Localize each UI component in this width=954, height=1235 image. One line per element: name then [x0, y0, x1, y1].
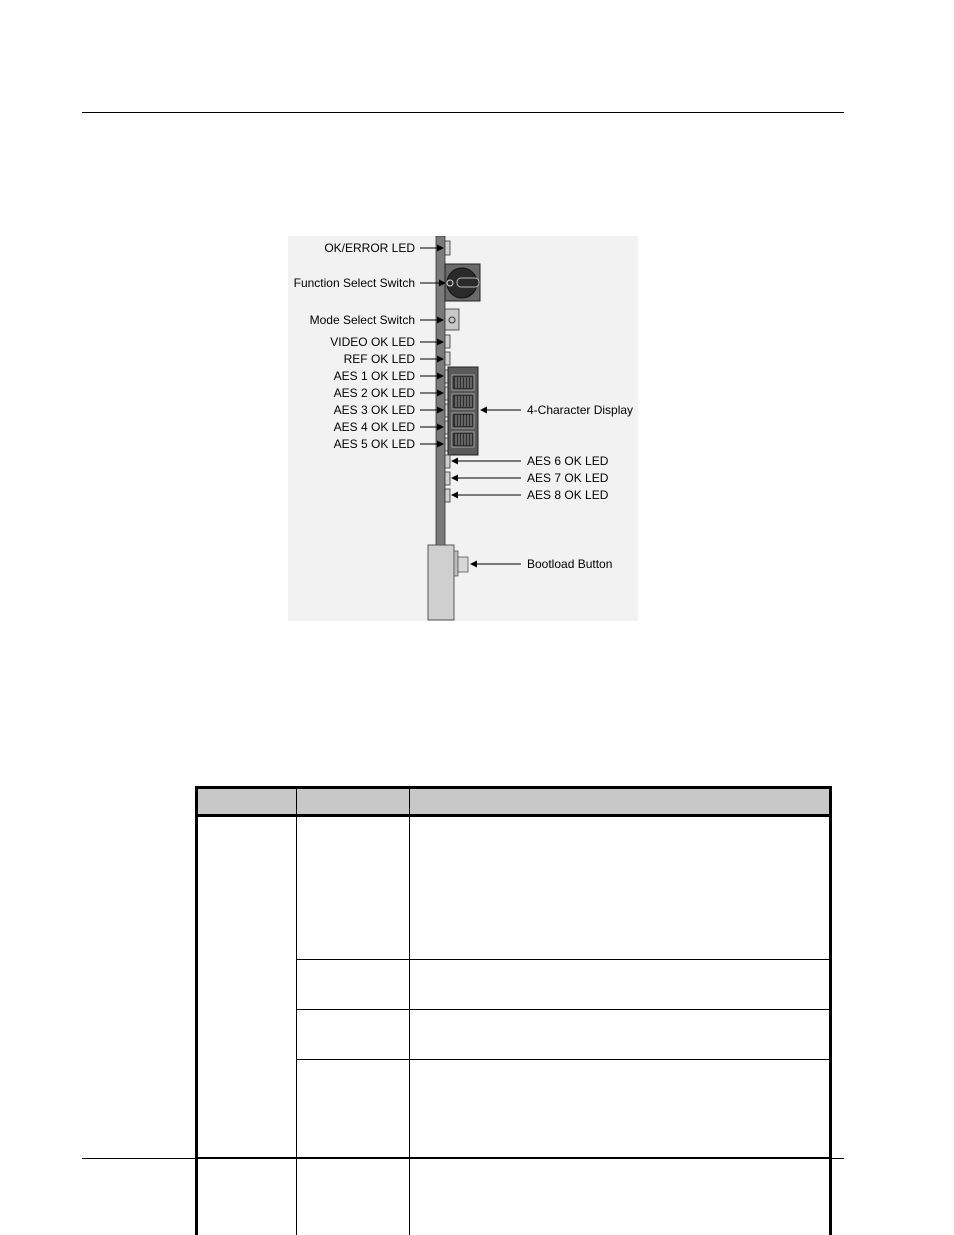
label-ref-ok-led: REF OK LED	[343, 352, 415, 366]
label-aes-6-ok-led: AES 6 OK LED	[527, 454, 609, 468]
header-divider-2	[409, 786, 410, 817]
left-label-column	[288, 236, 415, 621]
label-function-select-switch: Function Select Switch	[293, 276, 415, 290]
label-bootload-button: Bootload Button	[527, 557, 613, 571]
row-line-3	[296, 1059, 832, 1060]
display-character-2	[452, 394, 474, 409]
display-character-1	[452, 375, 474, 390]
function-select-slot	[457, 278, 479, 287]
label-aes-1-ok-led: AES 1 OK LED	[333, 369, 415, 383]
mounting-bracket	[428, 545, 454, 620]
display-character-4	[452, 432, 474, 447]
aes-8-led-body	[445, 489, 450, 502]
label-mode-select-switch: Mode Select Switch	[309, 313, 415, 327]
column-divider-2	[409, 817, 410, 1235]
header-divider-1	[296, 786, 297, 817]
aes-6-led-body	[445, 455, 450, 468]
table-right-border	[829, 817, 832, 1235]
label-aes-8-ok-led: AES 8 OK LED	[527, 488, 609, 502]
display-character-3	[452, 413, 474, 428]
label-aes-7-ok-led: AES 7 OK LED	[527, 471, 609, 485]
row-line-2	[296, 1009, 832, 1010]
label-aes-3-ok-led: AES 3 OK LED	[333, 403, 415, 417]
aes-7-led-body	[445, 472, 450, 485]
label-aes-4-ok-led: AES 4 OK LED	[333, 420, 415, 434]
label-ok-error-led: OK/ERROR LED	[324, 241, 415, 255]
label-aes-5-ok-led: AES 5 OK LED	[333, 437, 415, 451]
column-divider-1	[296, 817, 297, 1235]
table-left-border	[195, 817, 198, 1235]
ref-ok-led-body	[445, 352, 450, 365]
mode-select-switch-body	[445, 309, 459, 330]
bootload-button-cap	[458, 557, 468, 572]
label-video-ok-led: VIDEO OK LED	[330, 335, 415, 349]
label-four-character-display: 4-Character Display	[527, 403, 634, 417]
front-panel-diagram	[288, 236, 638, 621]
row-line-4	[195, 1157, 832, 1159]
indicator-table	[195, 786, 832, 1235]
label-aes-2-ok-led: AES 2 OK LED	[333, 386, 415, 400]
row-line-1	[296, 959, 832, 960]
video-ok-led-body	[445, 335, 450, 348]
header-rule	[82, 112, 844, 113]
table-header-row	[195, 786, 832, 817]
ok-error-led-body	[445, 241, 450, 255]
bootload-button-body	[454, 551, 458, 576]
